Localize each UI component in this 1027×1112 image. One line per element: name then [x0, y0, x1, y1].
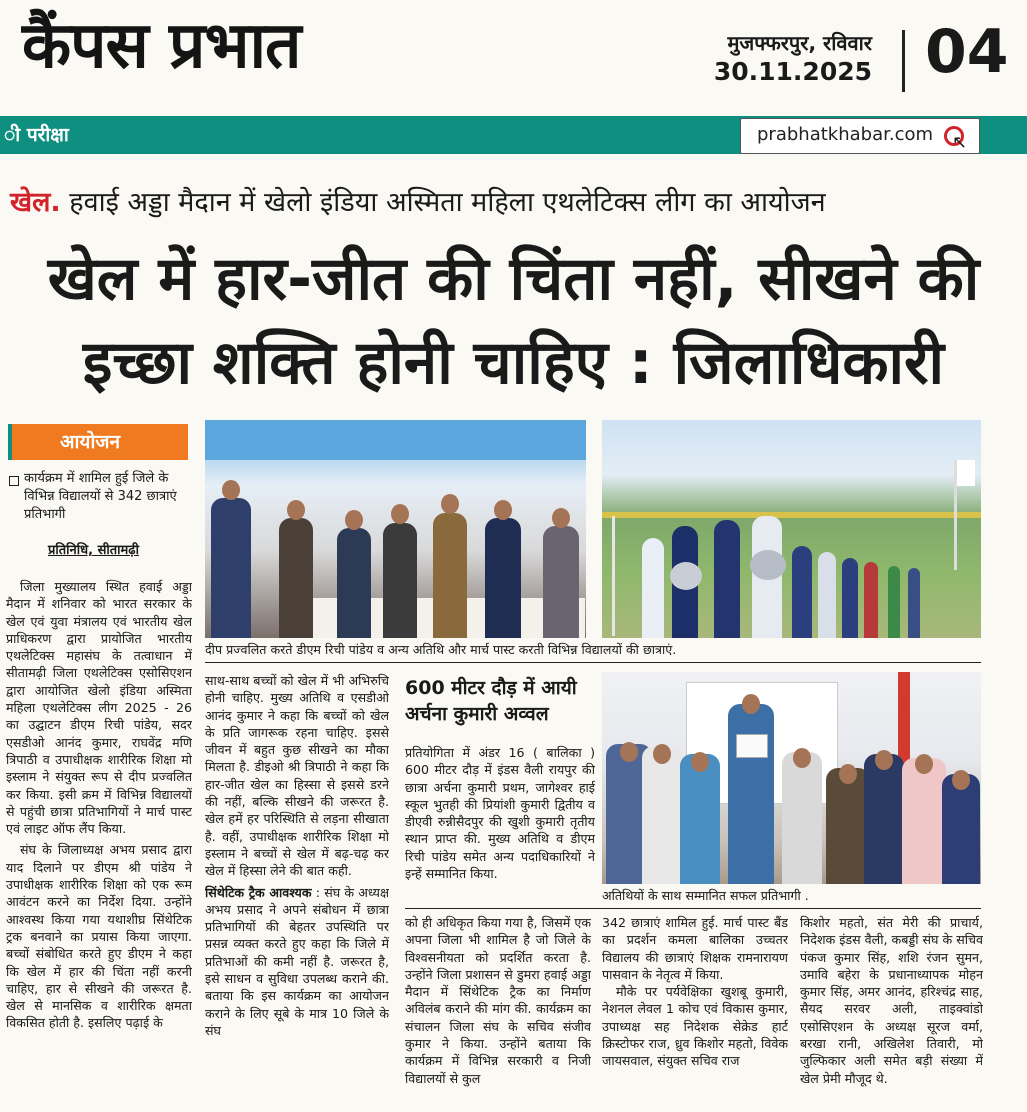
- person-head: [793, 748, 811, 768]
- paragraph-with-subhead: [205, 884, 389, 1040]
- section-label: ी परीक्षा: [4, 124, 69, 146]
- person-head: [222, 480, 240, 500]
- person-head: [915, 754, 933, 774]
- page-number: 04: [925, 17, 1009, 87]
- person: [543, 526, 579, 638]
- person-head: [653, 744, 671, 764]
- certificate: [736, 734, 768, 758]
- subhead: सिंथेटिक ट्रैक आवश्यक: [205, 884, 312, 900]
- stage-banner: [205, 420, 586, 460]
- square-bullet-icon: [9, 476, 19, 486]
- sub-story-headline: 600 मीटर दौड़ में आयी अर्चना कुमारी अव्वल: [405, 677, 577, 725]
- paragraph: 342 छात्राएं शामिल हुई. मार्च पास्ट बैंड का प्रदर्शन कमला बालिका उच्चतर विद्यालय की छात्राएं शिक्षक रामनारायण पासवान के नेतृत्व में किया.: [602, 915, 788, 982]
- photo-march-past: [602, 420, 981, 638]
- byline: प्रतिनिधि, सीतामढ़ी: [48, 543, 139, 558]
- photo-lamp-lighting: [205, 420, 586, 638]
- paragraph: को ही अधिकृत किया गया है, जिसमें एक अपना जिला भी शामिल है जो जिले के विश्वसनीयता को प्रदर्शित करता है. उन्होंने जिला प्रशासन से डुमरा हवाई अड्डा मैदान में सिंथेटिक ट्रैक का निर्माण अविलंब कराने की मांग की. कार्यक्रम का संचालन जिला संघ के सचिव संजीव कुमार ने किया. उन्होंने बताया कि कार्यक्रम में विभिन्न सरकारी व निजी विद्यालयों से कुल: [405, 915, 591, 1086]
- headline-line-1: खेल में हार-जीत की चिंता नहीं, सीखने की: [47, 244, 980, 314]
- marcher: [714, 520, 740, 638]
- athlete-winner: [728, 704, 774, 884]
- marcher: [642, 538, 664, 638]
- person-head: [952, 770, 970, 790]
- article-column-1: [6, 578, 192, 1108]
- person: [902, 758, 946, 884]
- article-column-3: [405, 914, 591, 1110]
- person-head: [494, 500, 512, 520]
- city-day: मुजफ्फरपुर, रविवार: [727, 31, 872, 55]
- paragraph: जिला मुख्यालय स्थित हवाई अड्डा मैदान में शनिवार को भारत सरकार के खेल एवं युवा मंत्रालय एवं भारतीय खेल प्राधिकरण द्वारा प्रायोजित भारतीय एथलेटिक्स महासंघ के तत्वाधान में सीतामढ़ी जिला एथलेटिक्स एसोसिएशन द्वारा आयोजित खेलो इंडिया अस्मिता महिला एथलेटिक्स लीग 2025 - 26 का उद्घाटन डीएम रिची पांडेय, सदर एसडीओ आनंद कुमार, राघवेंद्र मणि त्रिपाठी व उपाधीक्षक शारीरिक शिक्षा मो इस्लाम ने संयुक्त रूप से दीप प्रज्वलित कर किया. इसी क्रम में विभिन्न विद्यालयों से पहुंची छात्रा प्रतिभागियों ने मार्च पास्ट एवं लाइट ऑफ लैंप किया.: [6, 579, 192, 837]
- person-head: [391, 504, 409, 524]
- person: [942, 774, 980, 884]
- divider: [405, 908, 981, 909]
- person: [485, 518, 521, 638]
- ground-fence: [602, 512, 981, 518]
- person-head: [345, 510, 363, 530]
- person-head: [742, 694, 760, 714]
- person-head: [552, 508, 570, 528]
- kicker: [10, 188, 826, 218]
- person-head: [287, 500, 305, 520]
- article-column-2: [205, 672, 389, 1108]
- sub-story-body: प्रतियोगिता में अंडर 16 ( बालिका ) 600 मीटर दौड़ में इंडस वैली रायपुर की छात्रा अर्चना कुमारी प्रथम, जागेश्वर हाई स्कूल भुतही की प्रियांशी कुमारी द्वितीय व डीएवी रुन्नीसैदपुर की खुशी कुमारी तृतीय स्थान प्राप्त की. मुख्य अतिथि व डीएम रिची पांडेय समेत अन्य पदाधिकारियों ने इन्हें सम्मानित किया.: [405, 745, 595, 882]
- paragraph: : संघ के अध्यक्ष अभय प्रसाद ने अपने संबोधन में छात्रा प्रतिभागियों की बेहतर उपस्थिति पर प्रसन्न व्यक्त करते हुए कहा कि जिले में प्रतिभाओं की कमी नहीं है. जरूरत है, इसे साधन व सुविधा उपलब्ध कराने की. बताया कि इस कार्यक्रम का आयोजन कराने के लिए सूबे के मात्र 10 जिले के संघ: [205, 884, 389, 1038]
- kicker-text: हवाई अड्डा मैदान में खेलो इंडिया अस्मिता महिला एथलेटिक्स लीग का आयोजन: [69, 187, 826, 218]
- paragraph: साथ-साथ बच्चों को खेल में भी अभिरुचि होनी चाहिए. मुख्य अतिथि व एसडीओ आनंद कुमार ने कहा कि बच्चों को खेल के प्रति जागरूक रहना चाहिए. इससे जीवन में बहुत कुछ सीखने का मौका मिलता है. डीइओ श्री त्रिपाठी ने कहा कि हार-जीत खेल का हिस्सा से इससे डरने की नहीं, बल्कि सीखने की जरूरत है. खेल हमें हर परिस्थिति से लड़ना सीखाता है. वहीं, उपाधीक्षक शारीरिक शिक्षा मो इस्लाम ने बच्चों से खेल में बढ़-चढ़ कर खेल में हिस्सा लेने की बात कही.: [205, 673, 389, 879]
- paragraph: किशोर महतो, संत मेरी की प्राचार्य, निदेशक इंडस वैली, कबड्डी संघ के सचिव पंकज कुमार सिंह, शशि रंजन सुमन, उमावि बहेरा के प्रधानाध्यापक मोहन कुमार सिंह, अमर आनंद, हरिश्चंद्र साह, सैयद सरवर अली, ताइक्वांडो एसोसिएशन के अध्यक्ष सूरज वर्मा, बरखा रानी, अखिलेश तिवारी, मो जुल्फिकार अली समेत बड़ी संख्या में खेल प्रेमी मौजूद थे.: [800, 915, 983, 1086]
- marcher: [818, 552, 836, 638]
- masthead-title: कैंपस प्रभात: [22, 9, 301, 83]
- dateline: [714, 30, 872, 89]
- drum: [670, 562, 702, 590]
- marcher: [888, 566, 900, 638]
- kicker-label: खेल.: [10, 187, 61, 218]
- divider: [205, 662, 981, 663]
- person-head: [839, 764, 857, 784]
- marcher: [864, 562, 878, 638]
- highlight-bullet: कार्यक्रम में शामिल हुई जिले के विभिन्न विद्यालयों से 342 छात्राएं प्रतिभागी: [24, 471, 177, 523]
- person-head: [620, 742, 638, 762]
- section-tag-label: आयोजन: [60, 431, 121, 453]
- marcher: [792, 546, 812, 638]
- mouse-pointer-icon: ↖: [952, 132, 968, 153]
- person: [642, 746, 682, 884]
- person: [211, 498, 251, 638]
- paragraph: संघ के जिलाध्यक्ष अभय प्रसाद द्वारा याद दिलाने पर डीएम श्री पांडेय ने उपाधीक्षक शारीरिक शिक्षा को एक रूम आवंटन करने का निर्देश दिया. उन्होंने आश्वस्थ किया गया यथाशीघ्र सिंथेटिक ट्रक बनवाने का प्रयास किया जाएगा. बच्चों संबोधित करते हुए डीएम ने कहा कि खेल में हार की चिंता नहीं करनी चाहिए, हार से सीखने की जरूरत है. खेल से मानसिक व शारीरिक क्षमता विकसित होती है. इसलिए पढ़ाई के: [6, 842, 192, 1031]
- marcher: [842, 558, 858, 638]
- person: [383, 523, 417, 638]
- photo-caption: दीप प्रज्वलित करते डीएम रिची पांडेय व अन्य अतिथि और मार्च पास्ट करती विभिन्न विद्यालयों की छात्राएं.: [205, 642, 677, 657]
- article-column-5: [800, 914, 983, 1110]
- photo-caption: अतिथियों के साथ सम्मानित सफल प्रतिभागी .: [602, 888, 809, 903]
- website-url[interactable]: prabhatkhabar.com: [757, 124, 934, 145]
- athlete: [680, 754, 720, 884]
- person-head: [875, 750, 893, 770]
- person-head: [691, 752, 709, 772]
- tag-accent-bar: [8, 424, 12, 460]
- paragraph: मौके पर पर्यवेक्षिका खुशबू कुमारी, नेशनल लेवल 1 कोच एवं विकास कुमार, उपाध्यक्ष सह निदेशक सेक्रेड हार्ट क्रिस्टोफर राज, ध्रुव किशोर महतो, विवेक जायसवाल, संयुक्त सचिव राज: [602, 984, 788, 1069]
- headline-line-2: इच्छा शक्ति होनी चाहिए : जिलाधिकारी: [82, 328, 945, 398]
- drum: [750, 550, 786, 580]
- marcher: [908, 568, 920, 638]
- article-column-4: [602, 914, 788, 1110]
- person: [337, 528, 371, 638]
- person-head: [441, 494, 459, 514]
- person: [864, 754, 904, 884]
- photo-winners: [602, 672, 981, 884]
- flag-pole: [612, 516, 615, 636]
- person: [433, 513, 467, 638]
- issue-date: 30.11.2025: [713, 57, 872, 86]
- flag: [957, 460, 975, 486]
- header-divider: [902, 30, 905, 92]
- athlete: [782, 752, 822, 884]
- person: [279, 518, 313, 638]
